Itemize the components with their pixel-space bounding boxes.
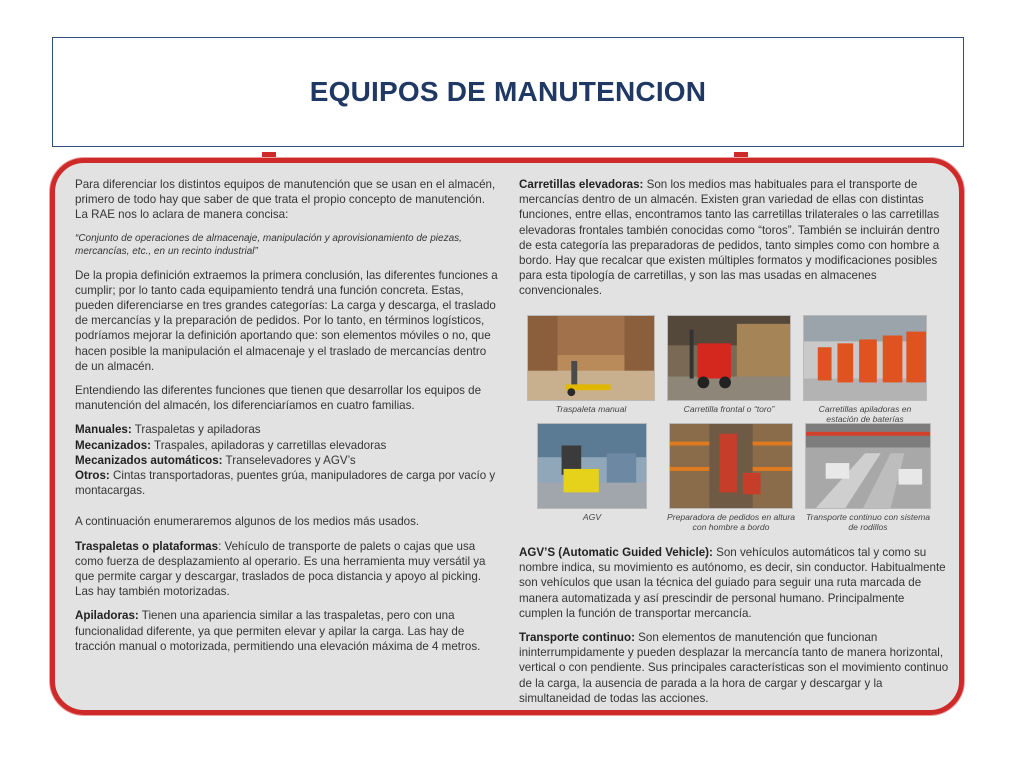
traspaleta-photo — [527, 315, 655, 401]
families-list — [75, 422, 500, 498]
traspaletas-text: : Vehículo de transporte de palets o cajas que usa como fuerza de desplazamiento al operario. Es una herramienta muy versátil ya que permite cargar y descargar, traslados de poca distancia y apoyo al picking. Las hay también motorizadas. — [75, 539, 486, 599]
agv-text: Son vehículos automáticos tal y como su nombre indica, su movimiento es autónomo, es decir, sin conductor. Habitualmente son vehículos que usan la técnica del guiado para seguir una ruta marcada de manera automatizada y así prescindir de personal humano. Principalmente cumplen la función de transportar mercancía. — [519, 546, 946, 620]
family-item — [75, 453, 500, 468]
agv-term: AGV’S (Automatic Guided Vehicle): — [519, 546, 713, 559]
title-box — [52, 37, 964, 147]
intro-paragraph: Para diferenciar los distintos equipos de manutención que se usan en el almacén, primero de todo hay que saber de que trata el propio concepto de manutención. La RAE nos lo aclara de manera concisa: — [75, 178, 496, 222]
photo-caption: Carretilla frontal o “toro” — [683, 404, 775, 414]
carretillas-paragraph — [519, 177, 949, 299]
families-intro: Entendiendo las diferentes funciones que tienen que desarrollar los equipos de manutención del almacén, los diferenciaríamos en cuatro familias. — [75, 384, 482, 413]
left-column — [75, 177, 500, 663]
photo-grid — [519, 315, 939, 535]
family-term: Mecanizados: — [75, 438, 152, 452]
carretillas-text: Son los medios mas habituales para el transporte de mercancías dentro de un almacén. Existen gran variedad de ellas con distintas funciones, entre ellas, encontramos tanto las carretillas trilaterales o las carretillas elevadoras frontales también conocidas como “toros”. También se incluirán dentro de esta categoría las preparadoras de pedidos, tanto simples como con hombre a bordo. Hay que recalcar que existen múltiples formatos y modificaciones posibles para esta tipología de carretillas, y son las mas usadas en almacenes convencionales. — [519, 178, 940, 298]
family-term: Manuales: — [75, 423, 132, 437]
continuo-term: Transporte continuo: — [519, 631, 635, 645]
family-term: Otros: — [75, 469, 110, 483]
photo-caption: Carretillas apiladoras en estación de baterías — [818, 404, 912, 424]
rae-quote: “Conjunto de operaciones de almacenaje, manipulación y aprovisionamiento de piezas, mercancías, etc., en un recinto industrial” — [75, 232, 462, 258]
photo-caption: Preparadora de pedidos en altura con hombre a bordo — [666, 512, 796, 532]
continuo-paragraph — [519, 630, 949, 706]
photo-caption: AGV — [582, 512, 602, 522]
family-item — [75, 422, 500, 437]
continuo-text: Son elementos de manutención que funcionan ininterrumpidamente y pueden desplazar la mercancía tanto de manera horizontal, vertical o con pendiente. Sus principales características son el movimiento continuo de la carga, la ausencia de parada a la hora de cargar y descargar y la simultaneidad de todas las acciones. — [519, 631, 949, 705]
definition-paragraph: De la propia definición extraemos la primera conclusión, las diferentes funciones a cumplir; por lo tanto cada equipamiento tendrá una función concreta. Estas, pueden diferenciarse en tres grandes categorías: La carga y descarga, el traslado de mercancías y la preparación de pedidos. Por lo tanto, en términos logísticos, podríamos mejorar la definición aportando que: son elementos móviles o no, que hacen posible la manipulación el almacenaje y el traslado de mercancías dentro de un almacén. — [75, 268, 498, 373]
carretillas-term: Carretillas elevadoras: — [519, 178, 644, 191]
family-text: Traspaletas y apiladoras — [131, 423, 261, 437]
photo-caption: Traspaleta manual — [555, 404, 627, 414]
family-text: Traspales, apiladoras y carretillas elevadoras — [151, 438, 387, 452]
family-item — [75, 438, 500, 453]
family-text: Transelevadores y AGV’s — [222, 453, 356, 467]
traspaletas-term: Traspaletas o plataformas — [75, 539, 219, 553]
preparadora-photo — [669, 423, 793, 509]
slide-title: EQUIPOS DE MANUTENCION — [309, 76, 707, 107]
family-term: Mecanizados automáticos: — [75, 453, 223, 467]
apiladoras-photo — [803, 315, 927, 401]
transporte-photo — [805, 423, 931, 509]
apiladoras-text: Tienen una apariencia similar a las traspaletas, pero con una funcionalidad diferente, ya que permiten elevar y apilar la carga. Las hay de tracción manual o motorizada, permitiendo una elevación máxima de 4 metros. — [75, 609, 481, 653]
agv-paragraph — [519, 545, 949, 621]
traspaletas-paragraph — [75, 539, 500, 600]
content-card — [50, 158, 964, 715]
family-text: Cintas transportadoras, puentes grúa, manipuladores de carga por vacío y montacargas. — [75, 469, 496, 498]
photo-caption: Transporte continuo con sistema de rodillos — [805, 512, 931, 532]
apiladoras-term: Apiladoras: — [75, 609, 139, 623]
family-item — [75, 468, 500, 498]
right-column — [519, 177, 949, 308]
apiladoras-paragraph — [75, 608, 500, 654]
right-column-lower — [519, 545, 949, 715]
list-intro: A continuación enumeraremos algunos de los medios más usados. — [75, 515, 420, 529]
carretilla-photo — [667, 315, 791, 401]
agv-photo — [537, 423, 647, 509]
